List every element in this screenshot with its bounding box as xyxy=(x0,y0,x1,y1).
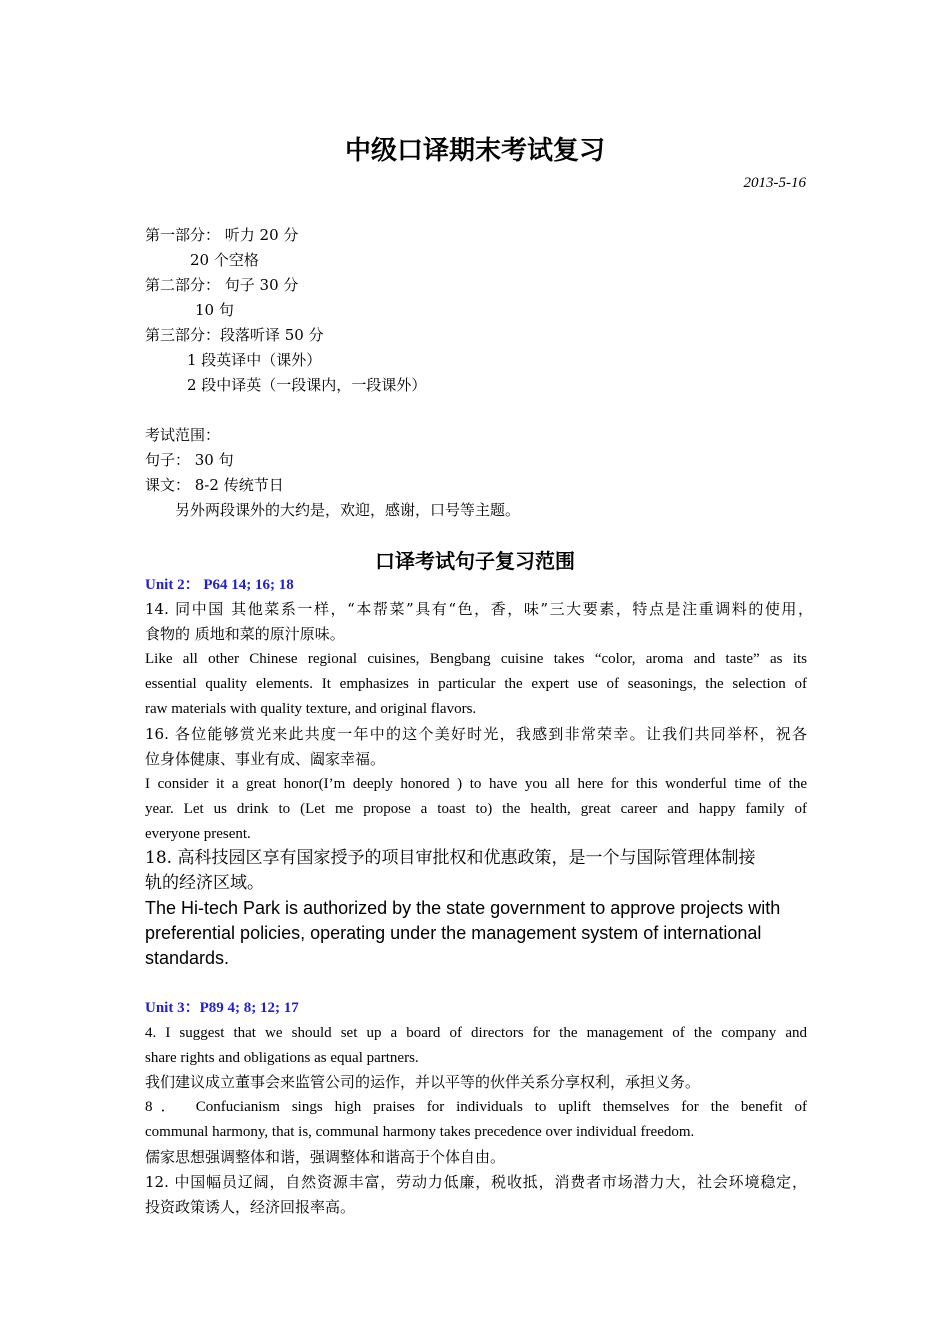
unit-2-line: 轨的经济区域。 xyxy=(145,873,264,893)
unit-3-line: communal harmony, that is, communal harmony takes precedence over individual freedom. xyxy=(145,1124,695,1140)
unit-3-line: 投资政策诱人，经济回报率高。 xyxy=(145,1198,356,1216)
section-subtitle: 口译考试句子复习范围 xyxy=(375,549,575,573)
unit-2-line: everyone present. xyxy=(145,826,251,842)
part-3-detail-1: 1 段英译中（课外） xyxy=(187,351,322,369)
unit-2-line: 食物的 质地和菜的原汁原味。 xyxy=(145,625,345,643)
scope-heading: 考试范围： xyxy=(145,426,221,444)
unit-2-line: preferential policies, operating under the management system of international xyxy=(145,923,762,943)
unit-2-line: 位身体健康、事业有成、阖家幸福。 xyxy=(145,750,386,768)
part-2-detail: 10 句 xyxy=(195,301,234,319)
part-3-paragraph: 第三部分：段落听译 50 分 xyxy=(145,326,324,344)
part-2-sentences: 第二部分： 句子 30 分 xyxy=(145,276,299,294)
unit-2-line: year. Let us drink to (Let me propose a toast to) the health, great career and happy family of xyxy=(145,801,807,817)
unit-2-line: Like all other Chinese regional cuisines, Bengbang cuisine takes “color, aroma and taste” as its xyxy=(145,651,807,667)
scope-note: 另外两段课外的大约是，欢迎，感谢，口号等主题。 xyxy=(175,501,521,519)
unit-3-line: 8． Confucianism sings high praises for individuals to uplift themselves for the benefit of xyxy=(145,1099,807,1115)
unit-2-heading: Unit 2： P64 14; 16; 18 xyxy=(145,577,294,593)
part-1-detail: 20 个空格 xyxy=(190,251,259,269)
unit-2-line: 16. 各位能够赏光来此共度一年中的这个美好时光，我感到非常荣幸。让我们共同举杯，祝各 xyxy=(145,725,807,743)
unit-3-line: 我们建议成立董事会来监管公司的运作，并以平等的伙伴关系分享权利，承担义务。 xyxy=(145,1073,701,1091)
unit-2-line: 14. 同中国 其他菜系一样，“本帮菜”具有“色，香，味”三大要素，特点是注重调料的使用， xyxy=(145,600,813,618)
page-title: 中级口译期末考试复习 xyxy=(344,136,605,166)
unit-3-line: 4. I suggest that we should set up a board of directors for the management of the company and xyxy=(145,1025,807,1041)
unit-2-line: I consider it a great honor(I’m deeply honored ) to have you all here for this wonderful time of the xyxy=(145,776,807,792)
unit-3-line: 儒家思想强调整体和谐，强调整体和谐高于个体自由。 xyxy=(145,1148,506,1166)
unit-2-line: The Hi-tech Park is authorized by the state government to approve projects with xyxy=(145,898,781,918)
document-date: 2013-5-16 xyxy=(743,175,806,191)
part-1-listening: 第一部分： 听力 20 分 xyxy=(145,226,299,244)
scope-text: 课文： 8-2 传统节日 xyxy=(145,476,284,494)
unit-3-line: share rights and obligations as equal partners. xyxy=(145,1050,419,1066)
unit-2-line: 18. 高科技园区享有国家授予的项目审批权和优惠政策，是一个与国际管理体制接 xyxy=(145,848,756,868)
part-3-detail-2: 2 段中译英（一段课内，一段课外） xyxy=(187,376,427,394)
unit-3-line: 12. 中国幅员辽阔，自然资源丰富，劳动力低廉，税收抵，消费者市场潜力大，社会环境稳定， xyxy=(145,1173,807,1191)
unit-3-heading: Unit 3：P89 4; 8; 12; 17 xyxy=(145,1000,299,1016)
unit-2-line: raw materials with quality texture, and original flavors. xyxy=(145,701,477,717)
unit-2-line: standards. xyxy=(145,948,230,968)
scope-sentences: 句子： 30 句 xyxy=(145,451,234,469)
unit-2-line: essential quality elements. It emphasizes in particular the expert use of seasonings, the selection of xyxy=(145,676,807,692)
